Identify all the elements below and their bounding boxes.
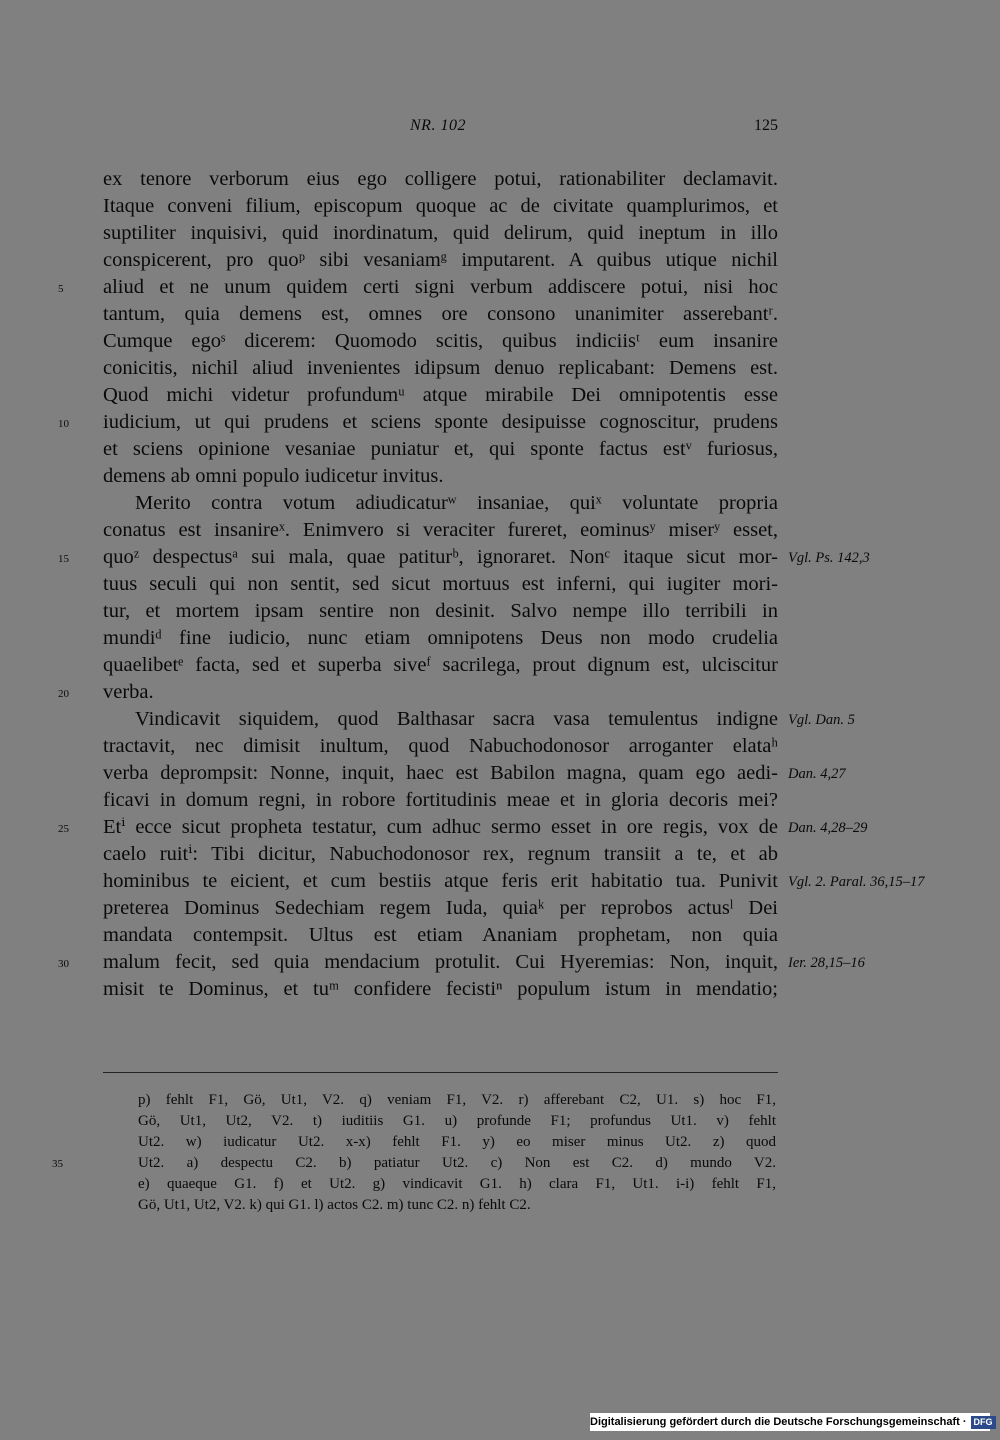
text-line: Vindicavit siquidem, quod Balthasar sacra vasa temulentus indigne	[135, 708, 778, 730]
text-line: ex tenore verborum eius ego colligere potui, rationabiliter declamavit.	[103, 168, 778, 190]
text-line: tur, et mortem ipsam sentire non desinit. Salvo nempe illo terribili in	[103, 600, 778, 622]
text-line: misit te Dominus, et tuᵐ confidere fecistiⁿ populum istum in mendatio;	[103, 978, 778, 1000]
text-line: ficavi in domum regni, in robore fortitudinis meae et in gloria decoris mei?	[103, 789, 778, 811]
footnote-line: Gö, Ut1, Ut2, V2. t) iuditiis G1. u) profunde F1; profundus Ut1. v) fehlt	[138, 1113, 776, 1129]
text-line: conspicerent, pro quoᵖ sibi vesaniamᵍ imputarent. A quibus utique nichil	[103, 249, 778, 271]
line-number: 5	[58, 283, 64, 295]
text-line: demens ab omni populo iudicetur invitus.	[103, 465, 444, 487]
digitization-credit	[590, 1413, 993, 1431]
dfg-logo: DFG	[971, 1416, 996, 1429]
margin-note: Vgl. Ps. 142,3	[788, 550, 870, 566]
text-line: tuus seculi qui non sentit, sed sicut mortuus est inferni, qui iugiter mori-	[103, 573, 778, 595]
text-line: conicitis, nichil aliud invenientes idipsum denuo replicabant: Demens est.	[103, 357, 778, 379]
text-line: suptiliter inquisivi, quid inordinatum, quid delirum, quid ineptum in illo	[103, 222, 778, 244]
text-line: et sciens opinione vesaniae puniatur et, qui sponte factus estᵛ furiosus,	[103, 438, 778, 460]
text-line: quoᶻ despectusᵃ sui mala, quae patiturᵇ, ignoraret. Nonᶜ itaque sicut mor-	[103, 546, 778, 568]
footnote-line: e) quaeque G1. f) et Ut2. g) vindicavit G1. h) clara F1, Ut1. i-i) fehlt F1,	[138, 1176, 776, 1192]
page-number: 125	[754, 117, 778, 134]
margin-note: Vgl. Dan. 5	[788, 712, 855, 728]
line-number: 20	[58, 688, 69, 700]
footnote-line-number: 35	[52, 1158, 63, 1170]
text-line: mandata contempsit. Ultus est etiam Ananiam prophetam, non quia	[103, 924, 778, 946]
text-line: Merito contra votum adiudicaturʷ insaniae, quiˣ voluntate propria	[135, 492, 778, 514]
text-line: tantum, quia demens est, omnes ore consono unanimiter asserebantʳ.	[103, 303, 778, 325]
text-line: verba deprompsit: Nonne, inquit, haec est Babilon magna, quam ego aedi-	[103, 762, 778, 784]
line-number: 15	[58, 553, 69, 565]
text-line: hominibus te eicient, et cum bestiis atque feris erit habitatio tua. Punivit	[103, 870, 778, 892]
text-line: quaelibetᵉ facta, sed et superba siveᶠ sacrilega, prout dignum est, ulciscitur	[103, 654, 778, 676]
footnote-line: Gö, Ut1, Ut2, V2. k) qui G1. l) actos C2. m) tunc C2. n) fehlt C2.	[138, 1197, 531, 1213]
text-line: preterea Dominus Sedechiam regem Iuda, quiaᵏ per reprobos actusˡ Dei	[103, 897, 778, 919]
text-line: Quod michi videtur profundumᵘ atque mirabile Dei omnipotentis esse	[103, 384, 778, 406]
text-line: mundiᵈ fine iudicio, nunc etiam omnipotens Deus non modo crudelia	[103, 627, 778, 649]
line-number: 25	[58, 823, 69, 835]
margin-note: Ier. 28,15–16	[788, 955, 865, 971]
text-line: iudicium, ut qui prudens et sciens sponte desipuisse cognoscitur, prudens	[103, 411, 778, 433]
text-line: aliud et ne unum quidem certi signi verbum addiscere potui, nisi hoc	[103, 276, 778, 298]
margin-note: Vgl. 2. Paral. 36,15–17	[788, 874, 925, 890]
text-line: Cumque egoˢ dicerem: Quomodo scitis, quibus indiciisᵗ eum insanire	[103, 330, 778, 352]
footnote-line: Ut2. a) despectu C2. b) patiatur Ut2. c) Non est C2. d) mundo V2.	[138, 1155, 776, 1171]
footnote-line: Ut2. w) iudicatur Ut2. x-x) fehlt F1. y) eo miser minus Ut2. z) quod	[138, 1134, 776, 1150]
line-number: 30	[58, 958, 69, 970]
line-number: 10	[58, 418, 69, 430]
footnote-line: p) fehlt F1, Gö, Ut1, V2. q) veniam F1, V2. r) afferebant C2, U1. s) hoc F1,	[138, 1092, 776, 1108]
text-line: Etⁱ ecce sicut propheta testatur, cum adhuc sermo esset in ore regis, vox de	[103, 816, 778, 838]
credit-text: Digitalisierung gefördert durch die Deutsche Forschungsgemeinschaft ·	[590, 1416, 967, 1428]
running-header-title: NR. 102	[410, 117, 466, 134]
margin-note: Dan. 4,27	[788, 766, 846, 782]
text-line: Itaque conveni filium, episcopum quoque ac de civitate quamplurimos, et	[103, 195, 778, 217]
text-line: caelo ruitⁱ: Tibi dicitur, Nabuchodonosor rex, regnum transiit a te, et ab	[103, 843, 778, 865]
text-line: conatus est insanireˣ. Enimvero si veraciter fureret, eominusʸ miserʸ esset,	[103, 519, 778, 541]
footnote-rule	[103, 1072, 778, 1073]
text-line: tractavit, nec dimisit inultum, quod Nabuchodonosor arroganter elataʰ	[103, 735, 778, 757]
text-line: malum fecit, sed quia mendacium protulit. Cui Hyeremias: Non, inquit,	[103, 951, 778, 973]
text-line: verba.	[103, 681, 154, 703]
margin-note: Dan. 4,28–29	[788, 820, 868, 836]
